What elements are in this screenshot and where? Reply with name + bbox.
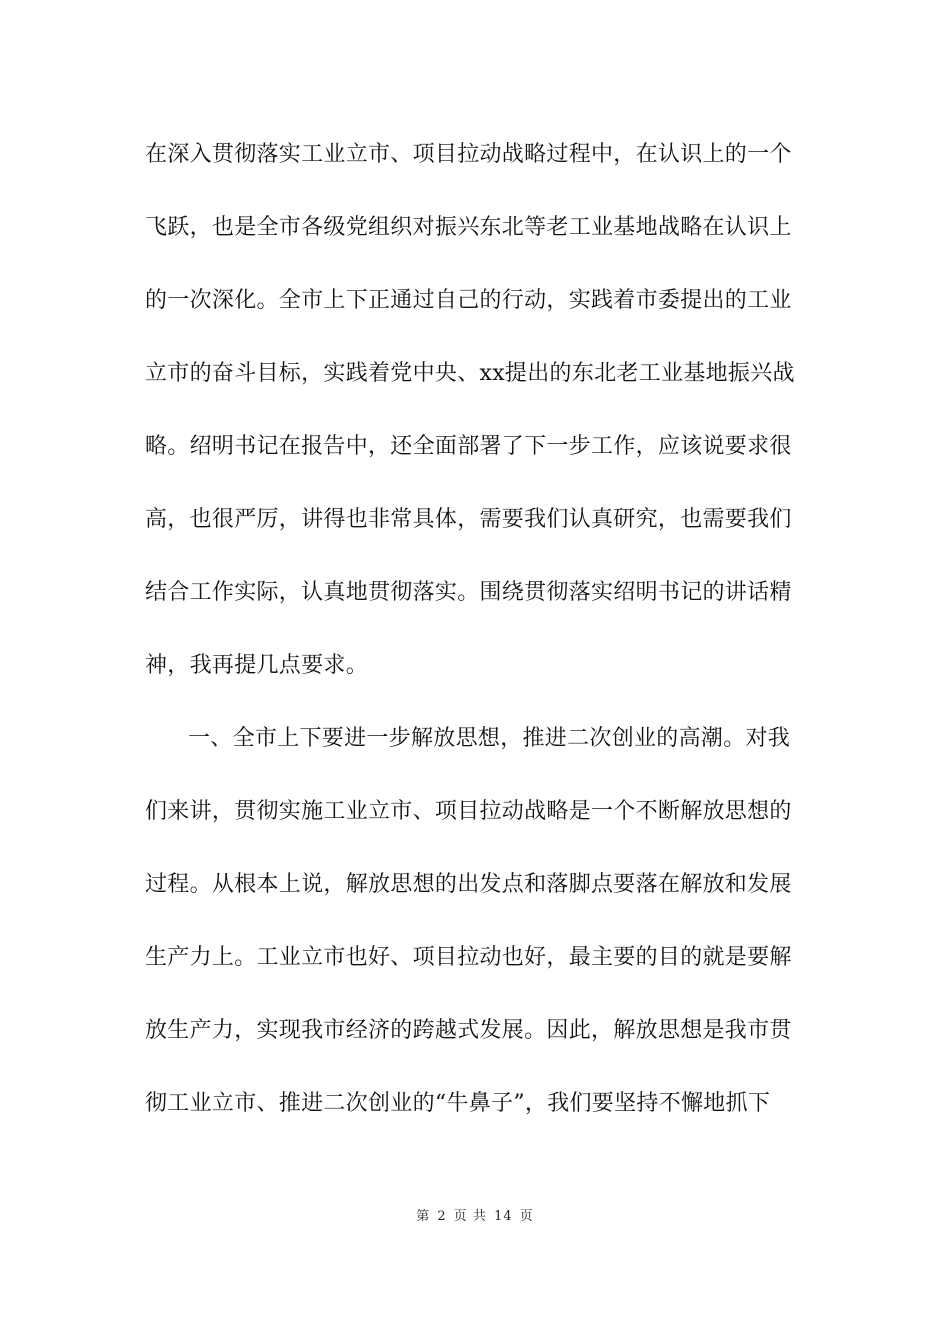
text-line: 神，我再提几点要求。 [145, 653, 369, 678]
text-line: 立市的奋斗目标，实践着党中央、xx提出的东北老工业基地振兴战 [145, 361, 795, 386]
text-line: 放生产力，实现我市经济的跨越式发展。因此，解放思想是我市贯 [145, 1018, 792, 1043]
footer-suffix: 页 [519, 1209, 534, 1224]
text-line: 高，也很严厉，讲得也非常具体，需要我们认真研究，也需要我们 [145, 507, 792, 532]
text-line: 彻工业立市、推进二次创业的“牛鼻子”，我们要坚持不懈地抓下 [145, 1091, 771, 1116]
text-line: 们来讲，贯彻实施工业立市、项目拉动战略是一个不断解放思想的 [145, 799, 792, 824]
text-line: 的一次深化。全市上下正通过自己的行动，实践着市委提出的工业 [145, 288, 792, 313]
text-line: 过程。从根本上说，解放思想的出发点和落脚点要落在解放和发展 [145, 872, 792, 897]
text-line: 略。绍明书记在报告中，还全面部署了下一步工作，应该说要求很 [145, 434, 792, 459]
footer-middle: 页 共 [453, 1209, 487, 1224]
footer-prefix: 第 [416, 1209, 431, 1224]
total-page-count: 14 [494, 1209, 513, 1224]
text-line: 一、全市上下要进一步解放思想，推进二次创业的高潮。对我 [188, 726, 791, 751]
text-line: 结合工作实际，认真地贯彻落实。围绕贯彻落实绍明书记的讲话精 [145, 580, 792, 605]
page-footer [0, 1208, 950, 1226]
current-page-number: 2 [437, 1209, 447, 1224]
text-line: 飞跃，也是全市各级党组织对振兴东北等老工业基地战略在认识上 [145, 215, 792, 240]
text-line: 生产力上。工业立市也好、项目拉动也好，最主要的目的就是要解 [145, 945, 792, 970]
text-line: 在深入贯彻落实工业立市、项目拉动战略过程中，在认识上的一个 [145, 142, 792, 167]
